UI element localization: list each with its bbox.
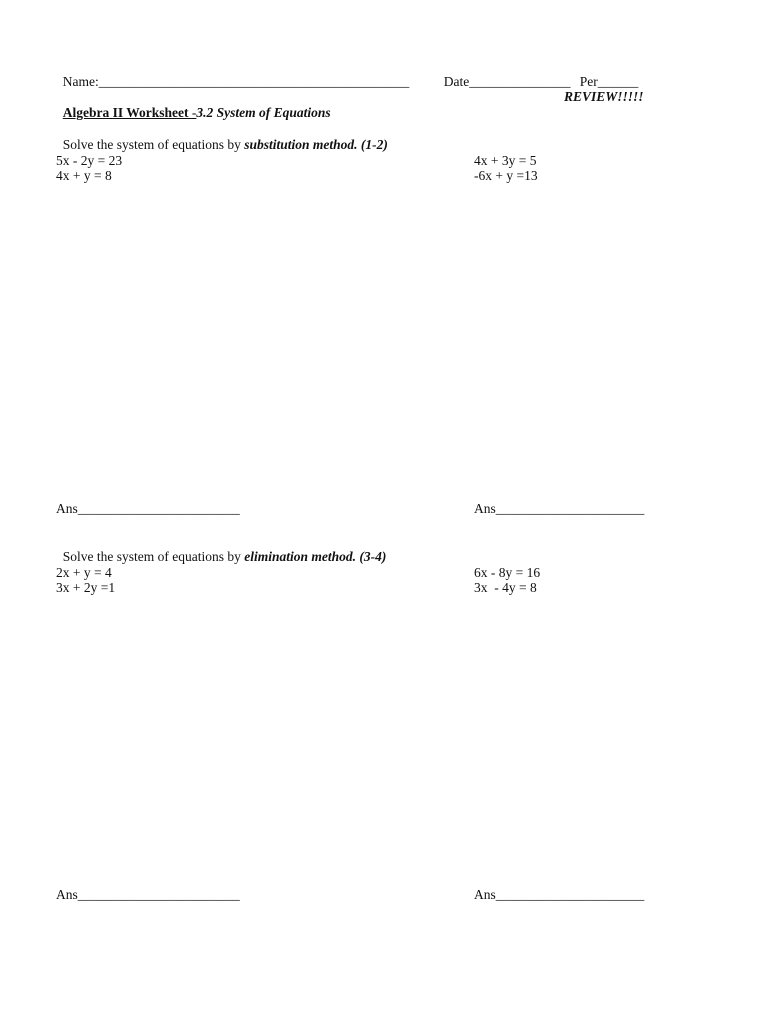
problem-4-answer-line[interactable]: Ans______________________: [474, 887, 645, 902]
problem-2-equation-1: 4x + 3y = 5: [474, 153, 537, 168]
period-label: Per: [579, 74, 598, 89]
date-label: Date: [443, 74, 470, 89]
date-field[interactable]: _______________: [469, 74, 571, 89]
section1-method: substitution method. (1-2): [244, 137, 388, 152]
section1-instruction-prefix: Solve the system of equations by: [62, 137, 245, 152]
problem-3-answer-line[interactable]: Ans________________________: [56, 887, 240, 902]
problem-1-work-area[interactable]: [56, 190, 416, 490]
section1-instruction: [56, 121, 388, 153]
period-field[interactable]: ______: [597, 74, 639, 89]
name-field[interactable]: ______________________________________________: [98, 74, 410, 89]
course-title: Algebra II Worksheet: [62, 105, 192, 120]
problem-3-equation-2: 3x + 2y =1: [56, 580, 116, 595]
review-label: REVIEW!!!!!: [564, 89, 644, 104]
section2-instruction-prefix: Solve the system of equations by: [62, 549, 245, 564]
problem-1-equation-1: 5x - 2y = 23: [56, 153, 123, 168]
worksheet-title: [56, 89, 331, 121]
problem-4-equation-2: 3x - 4y = 8: [474, 580, 537, 595]
date-row: [437, 58, 570, 90]
header-row: [56, 58, 409, 90]
period-row: [573, 58, 638, 90]
problem-3-work-area[interactable]: [56, 602, 416, 882]
problem-2-equation-2: -6x + y =13: [474, 168, 538, 183]
problem-2-work-area[interactable]: [474, 190, 734, 490]
problem-3-equation-1: 2x + y = 4: [56, 565, 112, 580]
problem-2-answer-line[interactable]: Ans______________________: [474, 501, 645, 516]
problem-4-equation-1: 6x - 8y = 16: [474, 565, 541, 580]
name-label: Name:: [62, 74, 99, 89]
section2-instruction: [56, 533, 386, 565]
topic-title: 3.2 System of Equations: [196, 105, 331, 120]
title-dash: -: [191, 105, 197, 120]
problem-4-work-area[interactable]: [474, 602, 734, 882]
problem-1-equation-2: 4x + y = 8: [56, 168, 112, 183]
section2-method: elimination method. (3-4): [244, 549, 387, 564]
problem-1-answer-line[interactable]: Ans________________________: [56, 501, 240, 516]
